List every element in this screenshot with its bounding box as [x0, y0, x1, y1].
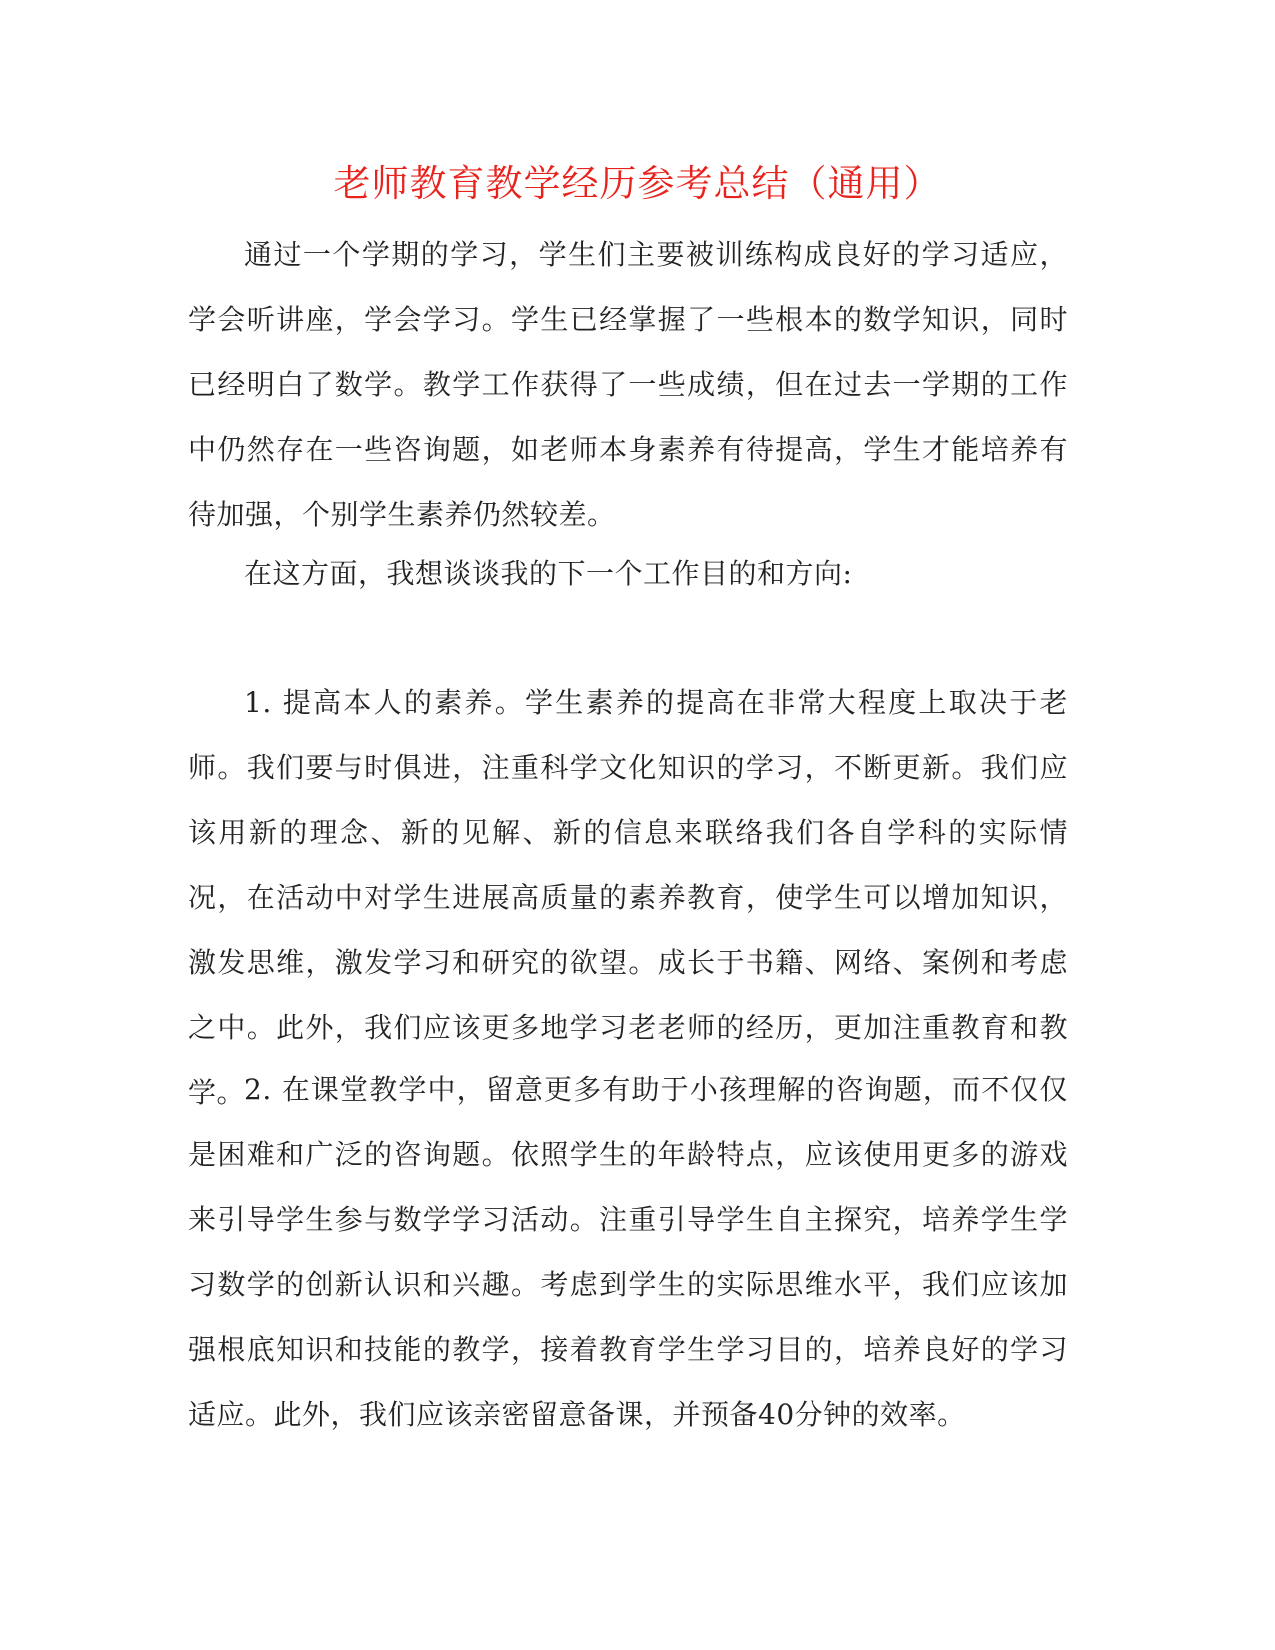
paragraph-point-1: 1. 提高本人的素养。学生素养的提高在非常大程度上取决于老师。我们要与时俱进，注重科学文化知识的学习，不断更新。我们应该用新的理念、新的见解、新的信息来联络我们各自学科的实际情况，在活动中对学生进展高质量的素养教育，使学生可以增加知识，激发思维，激发学习和研究的欲望。成长于书籍、网络、案例和考虑之中。此外，我们应该更多地学习老老师的经历，更加注重教育和教学。 — [188, 686, 1068, 1109]
paragraph-direction: 在这方面，我想谈谈我的下一个工作目的和方向: — [244, 557, 853, 590]
document-title: 老师教育教学经历参考总结（通用） — [333, 162, 942, 205]
paragraph-intro: 通过一个学期的学习，学生们主要被训练构成良好的学习适应，学会听讲座，学会学习。学生已经掌握了一些根本的数学知识，同时已经明白了数学。教学工作获得了一些成绩，但在过去一学期的工作中仍然存在一些咨询题，如老师本身素养有待提高，学生才能培养有待加强，个别学生素养仍然较差。 — [188, 238, 1068, 531]
paragraph-point-2: 2. 在课堂教学中，留意更多有助于小孩理解的咨询题，而不仅仅是困难和广泛的咨询题。依照学生的年龄特点，应该使用更多的游戏来引导学生参与数学学习活动。注重引导学生自主探究，培养学生学习数学的创新认识和兴趣。考虑到学生的实际思维水平，我们应该加强根底知识和技能的教学，接着教育学生学习目的，培养良好的学习适应。此外，我们应该亲密留意备课，并预备40分钟的效率。 — [188, 1073, 1068, 1431]
